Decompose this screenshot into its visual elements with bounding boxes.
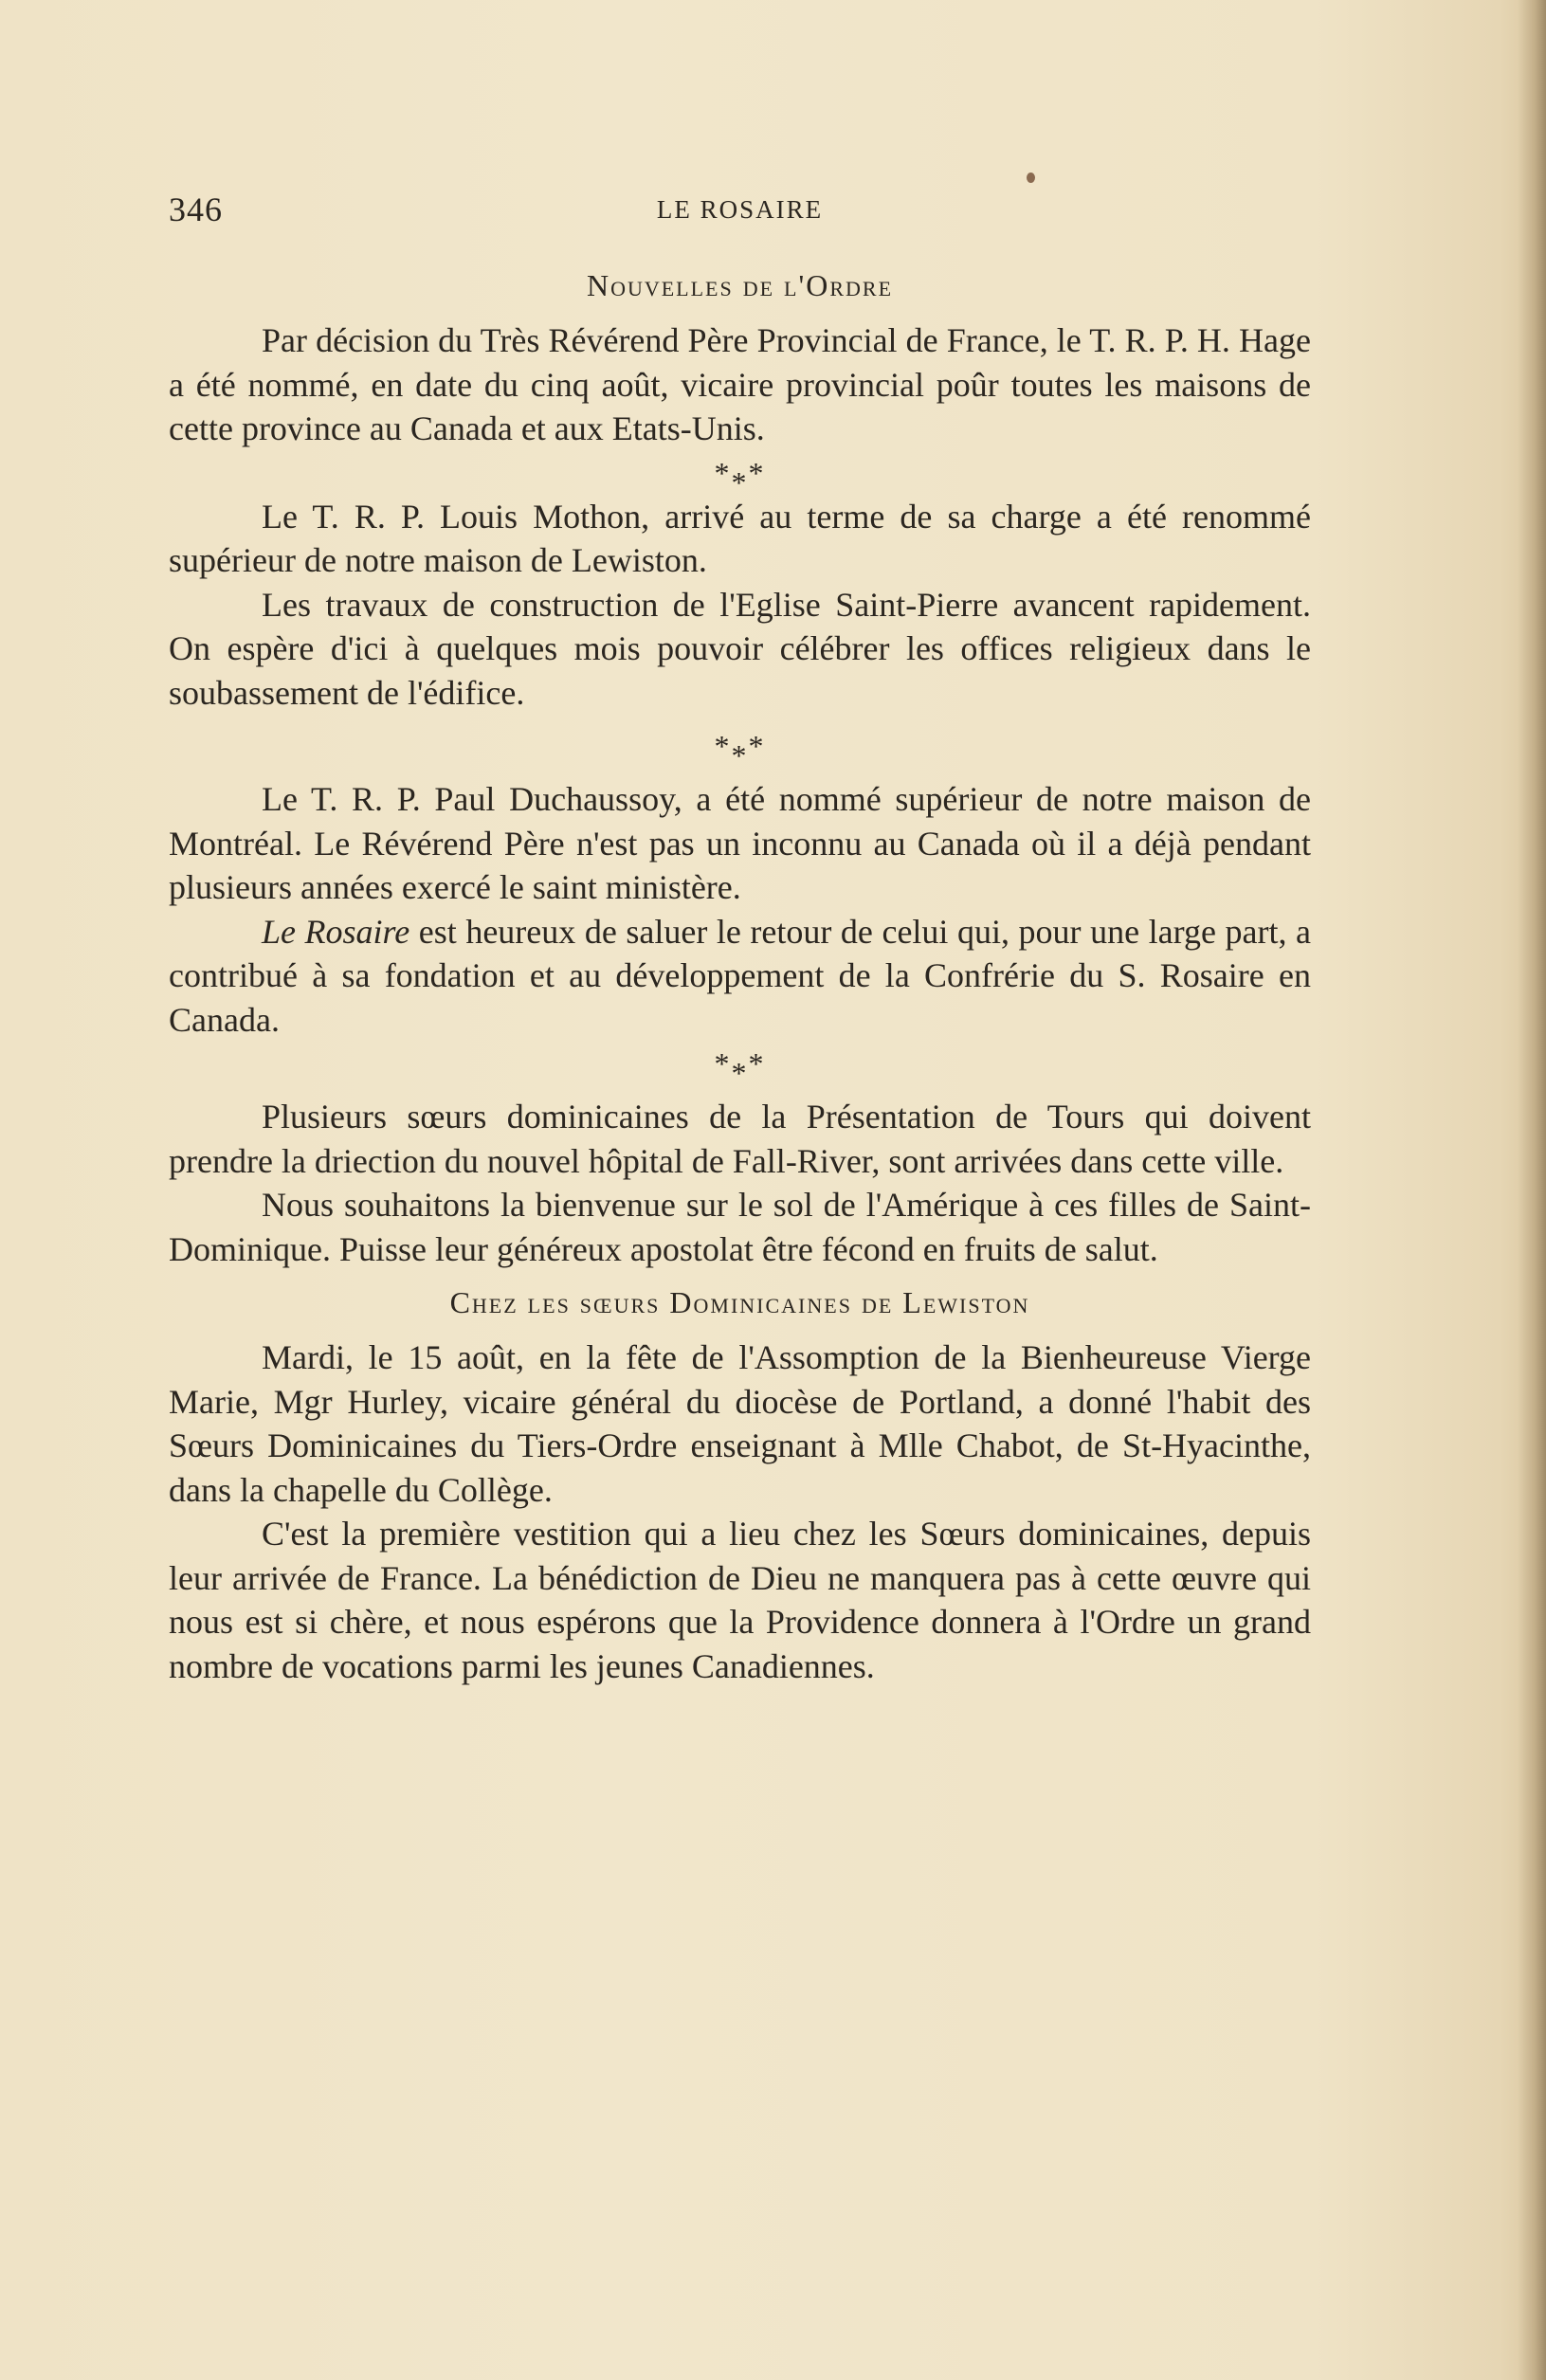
- paragraph: C'est la première vestition qui a lieu chez les Sœurs dominicaines, depuis leur arrivée de France. La bénédiction de Dieu ne manquera pas à cette œuvre qui nous est si chère, et nous espérons que la Providence donnera à l'Ordre un grand nombre de vocations parmi les jeunes Canadiennes.: [169, 1515, 1311, 1685]
- paragraph: Mardi, le 15 août, en la fête de l'Assomption de la Bienheureuse Vierge Marie, Mgr Hurley, vicaire général du diocèse de Portland, a donné l'habit des Sœurs Dominicaines du Tiers-Ordre enseignant à Mlle Chabot, de St-Hyacinthe, dans la chapelle du Collège.: [169, 1338, 1311, 1509]
- page-header: [169, 190, 1311, 237]
- publication-title: Le Rosaire: [262, 912, 410, 951]
- asterism-star: *: [748, 729, 766, 763]
- page-body: [169, 263, 1311, 1688]
- paragraph: Le T. R. P. Louis Mothon, arrivé au terme de sa charge a été renommé supérieur de notre maison de Lewiston.: [169, 497, 1311, 579]
- asterism-star: *: [731, 464, 749, 500]
- page-number: 346: [169, 191, 223, 228]
- paragraph: Le Rosaire est heureux de saluer le retour de celui qui, pour une large part, a contribué à sa fondation et au développement de la Confrérie du S. Rosaire en Canada.: [169, 912, 1311, 1039]
- section-heading-news: Nouvelles de l'Ordre: [586, 268, 894, 302]
- asterism-star: *: [748, 455, 766, 490]
- page-edge-shadow: [1518, 0, 1546, 2380]
- paragraph: Le T. R. P. Paul Duchaussoy, a été nommé supérieur de notre maison de Montréal. Le Révérend Père n'est pas un inconnu au Canada où il a déjà pendant plusieurs années exercé le saint ministère.: [169, 780, 1311, 906]
- asterism-star: *: [714, 1046, 732, 1081]
- ink-spot: [1027, 173, 1035, 183]
- asterism-star: *: [714, 455, 732, 490]
- asterism: [169, 1042, 1311, 1090]
- asterism: [169, 451, 1311, 500]
- paragraph: Plusieurs sœurs dominicaines de la Présentation de Tours qui doivent prendre la driection du nouvel hôpital de Fall-River, sont arrivées dans cette ville.: [169, 1098, 1311, 1180]
- asterism-star: *: [731, 1056, 749, 1090]
- asterism: [169, 724, 1311, 772]
- asterism-star: *: [731, 738, 749, 772]
- running-title: LE ROSAIRE: [656, 195, 824, 224]
- paragraph: Par décision du Très Révérend Père Provincial de France, le T. R. P. H. Hage a été nommé, en date du cinq août, vicaire provincial poûr toutes les maisons de cette province au Canada et aux Etats-Unis.: [169, 321, 1311, 447]
- asterism-star: *: [748, 1046, 766, 1081]
- paragraph: Les travaux de construction de l'Eglise Saint-Pierre avancent rapidement. On espère d'ici à quelques mois pouvoir célébrer les offices religieux dans le soubassement de l'édifice.: [169, 585, 1311, 712]
- asterism-star: *: [714, 729, 732, 763]
- section-heading-lewiston: Chez les sœurs Dominicaines de Lewiston: [449, 1285, 1030, 1319]
- paragraph: Nous souhaitons la bienvenue sur le sol de l'Amérique à ces filles de Saint-Dominique. Puisse leur généreux apostolat être fécond en fruits de salut.: [169, 1186, 1311, 1268]
